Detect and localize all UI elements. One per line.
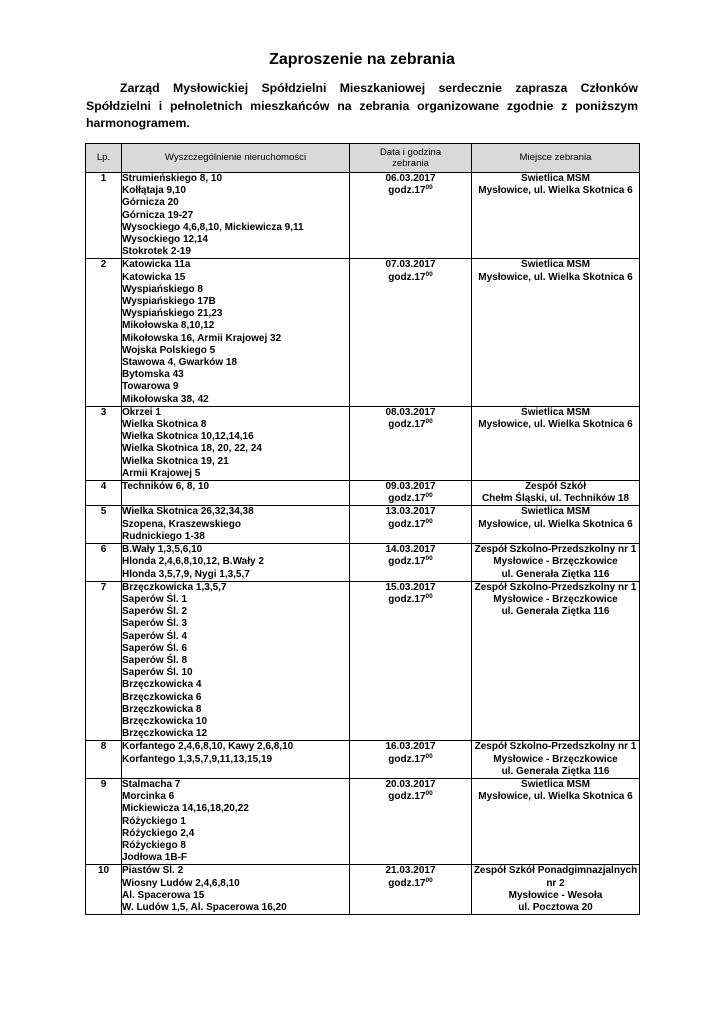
- meeting-time: [350, 878, 471, 890]
- property-item: Brzęczkowicka 6: [122, 691, 202, 703]
- property-item: Hlonda 3,5,7,9, Nygi 1,3,5,7: [122, 568, 250, 580]
- property-item: Okrzei 1: [122, 406, 161, 418]
- meeting-place: [472, 544, 640, 582]
- row-number: 4: [86, 481, 122, 506]
- meeting-date-time: [350, 481, 472, 506]
- property-item: Saperów Śl. 3: [122, 618, 188, 630]
- meeting-place-line: Mysłowice - Brzęczkowice: [493, 753, 618, 765]
- property-item: Katowicka 11a: [122, 259, 191, 271]
- meeting-place: [472, 481, 640, 506]
- row-number: 1: [86, 173, 122, 259]
- property-item: Mikołowska 8,10,12: [122, 320, 215, 332]
- property-item: Saperów Śl. 2: [122, 606, 188, 618]
- meeting-time-minutes: 00: [425, 418, 433, 426]
- property-item: Rudnickiego 1-38: [122, 530, 205, 542]
- meeting-place-line: ul. Generała Ziętka 116: [501, 765, 610, 777]
- property-item: Brzęczkowicka 1,3,5,7: [122, 581, 227, 593]
- property-list: [122, 481, 350, 506]
- property-item: Wiosny Ludów 2,4,6,8,10: [122, 877, 240, 889]
- property-item: Saperów Śl. 6: [122, 642, 188, 654]
- meeting-time-minutes: 00: [425, 876, 433, 884]
- meeting-date-time: [350, 544, 472, 582]
- property-item: Wysockiego 4,6,8,10, Mickiewicza 9,11: [122, 221, 304, 233]
- meeting-place: [472, 259, 640, 406]
- header-property: Wyszczególnienie nieruchomości: [122, 144, 350, 173]
- meeting-place-line: Świetlica MSM: [521, 259, 590, 271]
- meeting-date: 13.03.2017: [385, 506, 436, 518]
- property-item: Techników 6, 8, 10: [122, 481, 210, 493]
- meeting-time-hour: godz.17: [388, 877, 426, 889]
- meeting-time-minutes: 00: [425, 592, 433, 600]
- property-item: Brzęczkowicka 12: [122, 728, 208, 740]
- property-list: [122, 544, 350, 582]
- meeting-place-line: ul. Generała Ziętka 116: [501, 568, 610, 580]
- property-item: Mickiewicza 14,16,18,20,22: [122, 803, 249, 815]
- meeting-time-hour: godz.17: [388, 791, 426, 803]
- row-number: 9: [86, 778, 122, 864]
- meeting-date: 15.03.2017: [385, 581, 436, 593]
- table-body: [86, 173, 640, 915]
- meeting-date: 09.03.2017: [385, 481, 436, 493]
- meeting-time-minutes: 00: [425, 270, 433, 278]
- meeting-time-hour: godz.17: [388, 753, 426, 765]
- meeting-time-minutes: 00: [425, 492, 433, 500]
- table-row: [86, 259, 640, 406]
- property-item: Saperów Śl. 10: [122, 667, 193, 679]
- meeting-time: [350, 594, 471, 606]
- property-list: [122, 173, 350, 259]
- property-item: Wyspiańskiego 17B: [122, 296, 216, 308]
- property-item: Wyspiańskiego 8: [122, 283, 203, 295]
- property-item: Wielka Skotnica 8: [122, 419, 207, 431]
- meeting-time: [350, 272, 471, 284]
- meeting-date: 20.03.2017: [385, 778, 436, 790]
- table-row: [86, 173, 640, 259]
- meeting-place-line: Zespół Szkolno-Przedszkolny nr 1: [474, 741, 637, 753]
- meeting-place-line: Mysłowice, ul. Wielka Skotnica 6: [478, 791, 633, 803]
- meeting-place-line: Chełm Śląski, ul. Techników 18: [481, 493, 630, 505]
- row-number: 8: [86, 741, 122, 779]
- property-item: Wielka Skotnica 19, 21: [122, 455, 229, 467]
- meeting-place-line: Świetlica MSM: [521, 173, 590, 184]
- meeting-place-line: Mysłowice - Wesoła: [508, 889, 603, 901]
- meeting-time-hour: godz.17: [388, 593, 426, 605]
- table-row: [86, 778, 640, 864]
- header-place: Miejsce zebrania: [472, 144, 640, 173]
- meeting-date-time: [350, 506, 472, 544]
- row-number: 5: [86, 506, 122, 544]
- meeting-place-line: Zespół Szkół: [524, 481, 587, 493]
- property-item: Morcinka 6: [122, 791, 175, 803]
- table-row: [86, 406, 640, 480]
- meeting-place: [472, 778, 640, 864]
- meeting-date: 07.03.2017: [385, 259, 436, 271]
- meeting-time-hour: godz.17: [388, 556, 426, 568]
- meeting-place-line: Mysłowice, ul. Wielka Skotnica 6: [478, 419, 633, 431]
- property-item: Stalmacha 7: [122, 778, 181, 790]
- intro-paragraph: Zarząd Mysłowickiej Spółdzielni Mieszkaniowej serdecznie zaprasza Członków Spółdzielni i pełnoletnich mieszkańców na zebrania organizowane zgodnie z poniższym harmonogramem.: [86, 81, 638, 130]
- meeting-time-hour: godz.17: [388, 493, 426, 505]
- property-list: [122, 406, 350, 480]
- meeting-time: [350, 185, 471, 197]
- meeting-place: [472, 173, 640, 259]
- meeting-place-line: Mysłowice, ul. Wielka Skotnica 6: [478, 185, 633, 197]
- property-item: Bytomska 43: [122, 369, 184, 381]
- meeting-place-line: Świetlica MSM: [521, 506, 590, 518]
- meeting-time: [350, 754, 471, 766]
- meeting-time-hour: godz.17: [388, 271, 426, 283]
- property-list: [122, 741, 350, 779]
- property-item: Kołłątaja 9,10: [122, 185, 186, 197]
- property-item: Szopena, Kraszewskiego: [122, 518, 241, 530]
- property-item: Strumieńskiego 8, 10: [122, 173, 223, 184]
- property-list: [122, 506, 350, 544]
- meeting-time-minutes: 00: [425, 790, 433, 798]
- property-item: [122, 493, 349, 505]
- row-number: 6: [86, 544, 122, 582]
- meeting-time: [350, 556, 471, 568]
- property-list: [122, 865, 350, 915]
- meeting-time: [350, 419, 471, 431]
- meeting-place: [472, 406, 640, 480]
- meeting-date-time: [350, 865, 472, 915]
- property-item: Brzęczkowicka 10: [122, 715, 208, 727]
- meeting-date-time: [350, 741, 472, 779]
- meeting-place-line: ul. Pocztowa 20: [518, 901, 593, 913]
- meeting-time: [350, 791, 471, 803]
- property-item: Stokrotek 2-19: [122, 246, 191, 258]
- property-item: W. Ludów 1,5, Al. Spacerowa 16,20: [122, 901, 287, 913]
- property-item: Brzęczkowicka 4: [122, 679, 202, 691]
- meeting-date: 08.03.2017: [385, 406, 436, 418]
- meeting-place-line: Zespół Szkolno-Przedszkolny nr 1: [474, 544, 637, 556]
- meeting-place: [472, 581, 640, 741]
- property-item: Górnicza 19-27: [122, 209, 194, 221]
- header-lp: Lp.: [86, 144, 122, 173]
- property-item: Mikołowska 16, Armii Krajowej 32: [122, 332, 282, 344]
- table-row: [86, 506, 640, 544]
- property-item: Armii Krajowej 5: [122, 467, 201, 479]
- property-list: [122, 778, 350, 864]
- meeting-place: [472, 506, 640, 544]
- property-item: Wielka Skotnica 18, 20, 22, 24: [122, 443, 262, 455]
- property-item: Mikołowska 38, 42: [122, 393, 209, 405]
- meeting-date-time: [350, 778, 472, 864]
- meeting-place: [472, 741, 640, 779]
- meeting-time-minutes: 00: [425, 517, 433, 525]
- meeting-place-line: Świetlica MSM: [521, 406, 590, 418]
- meeting-date: 06.03.2017: [385, 173, 436, 184]
- meeting-place: [472, 865, 640, 915]
- meeting-time-minutes: 00: [425, 752, 433, 760]
- property-list: [122, 581, 350, 741]
- header-row: [86, 144, 640, 173]
- page-title: Zaproszenie na zebrania: [269, 51, 455, 68]
- property-item: Katowicka 15: [122, 271, 186, 283]
- property-item: Różyckiego 2,4: [122, 827, 195, 839]
- header-date-line2: zebrania: [392, 158, 429, 169]
- property-item: Różyckiego 1: [122, 815, 186, 827]
- meeting-time-hour: godz.17: [388, 419, 426, 431]
- meeting-date-time: [350, 259, 472, 406]
- property-item: Saperów Śl. 4: [122, 630, 188, 642]
- property-item: Górnicza 20: [122, 197, 179, 209]
- meeting-date: 21.03.2017: [385, 865, 436, 877]
- property-item: Wojska Polskiego 5: [122, 344, 216, 356]
- table-row: [86, 741, 640, 779]
- property-item: Korfantego 2,4,6,8,10, Kawy 2,6,8,10: [122, 741, 294, 753]
- table-row: [86, 581, 640, 741]
- property-item: Wysockiego 12,14: [122, 234, 208, 246]
- property-item: Jodłowa 1B-F: [122, 852, 188, 864]
- row-number: 10: [86, 865, 122, 915]
- meeting-place-line: Mysłowice, ul. Wielka Skotnica 6: [478, 271, 633, 283]
- meeting-date-time: [350, 173, 472, 259]
- meeting-time: [350, 493, 471, 505]
- property-item: Stawowa 4, Gwarków 18: [122, 357, 238, 369]
- property-item: Wielka Skotnica 10,12,14,16: [122, 431, 254, 443]
- property-item: Al. Spacerowa 15: [122, 889, 205, 901]
- meeting-place-line: Zespół Szkół Ponadgimnazjalnych nr 2: [473, 865, 638, 889]
- header-date: [350, 144, 472, 173]
- property-item: Wielka Skotnica 26,32,34,38: [122, 506, 254, 518]
- meeting-place-line: Zespół Szkolno-Przedszkolny nr 1: [474, 581, 637, 593]
- header-date-line1: Data i godzina: [379, 146, 442, 158]
- meeting-time-minutes: 00: [425, 184, 433, 192]
- table-row: [86, 481, 640, 506]
- property-item: [122, 766, 349, 778]
- table-row: [86, 544, 640, 582]
- meeting-time-minutes: 00: [425, 555, 433, 563]
- property-item: Saperów Śl. 8: [122, 654, 188, 666]
- row-number: 2: [86, 259, 122, 406]
- property-item: Hlonda 2,4,6,8,10,12, B.Wały 2: [122, 556, 264, 568]
- property-item: Korfantego 1,3,5,7,9,11,13,15,19: [122, 753, 273, 765]
- table-header: [86, 144, 640, 173]
- property-item: Piastów Śl. 2: [122, 865, 184, 877]
- meeting-place-line: ul. Generała Ziętka 116: [501, 606, 610, 618]
- table-row: [86, 865, 640, 915]
- property-item: B.Wały 1,3,5,6,10: [122, 544, 203, 556]
- property-item: Różyckiego 8: [122, 839, 186, 851]
- meeting-time-hour: godz.17: [388, 185, 426, 197]
- meeting-date-time: [350, 406, 472, 480]
- meeting-place-line: Mysłowice - Brzęczkowice: [493, 593, 618, 605]
- property-item: Brzęczkowicka 8: [122, 703, 202, 715]
- property-list: [122, 259, 350, 406]
- row-number: 3: [86, 406, 122, 480]
- meeting-place-line: Świetlica MSM: [521, 778, 590, 790]
- meeting-date: 16.03.2017: [385, 741, 436, 753]
- meeting-date: 14.03.2017: [385, 544, 436, 556]
- meeting-place-line: Mysłowice, ul. Wielka Skotnica 6: [478, 518, 633, 530]
- property-item: Saperów Śl. 1: [122, 593, 188, 605]
- meeting-date-time: [350, 581, 472, 741]
- property-item: Wyspiańskiego 21,23: [122, 308, 223, 320]
- property-item: Towarowa 9: [122, 381, 179, 393]
- meeting-time: [350, 519, 471, 531]
- meeting-place-line: Mysłowice - Brzęczkowice: [493, 556, 618, 568]
- row-number: 7: [86, 581, 122, 741]
- meeting-schedule-table: [85, 143, 640, 915]
- meeting-time-hour: godz.17: [388, 518, 426, 530]
